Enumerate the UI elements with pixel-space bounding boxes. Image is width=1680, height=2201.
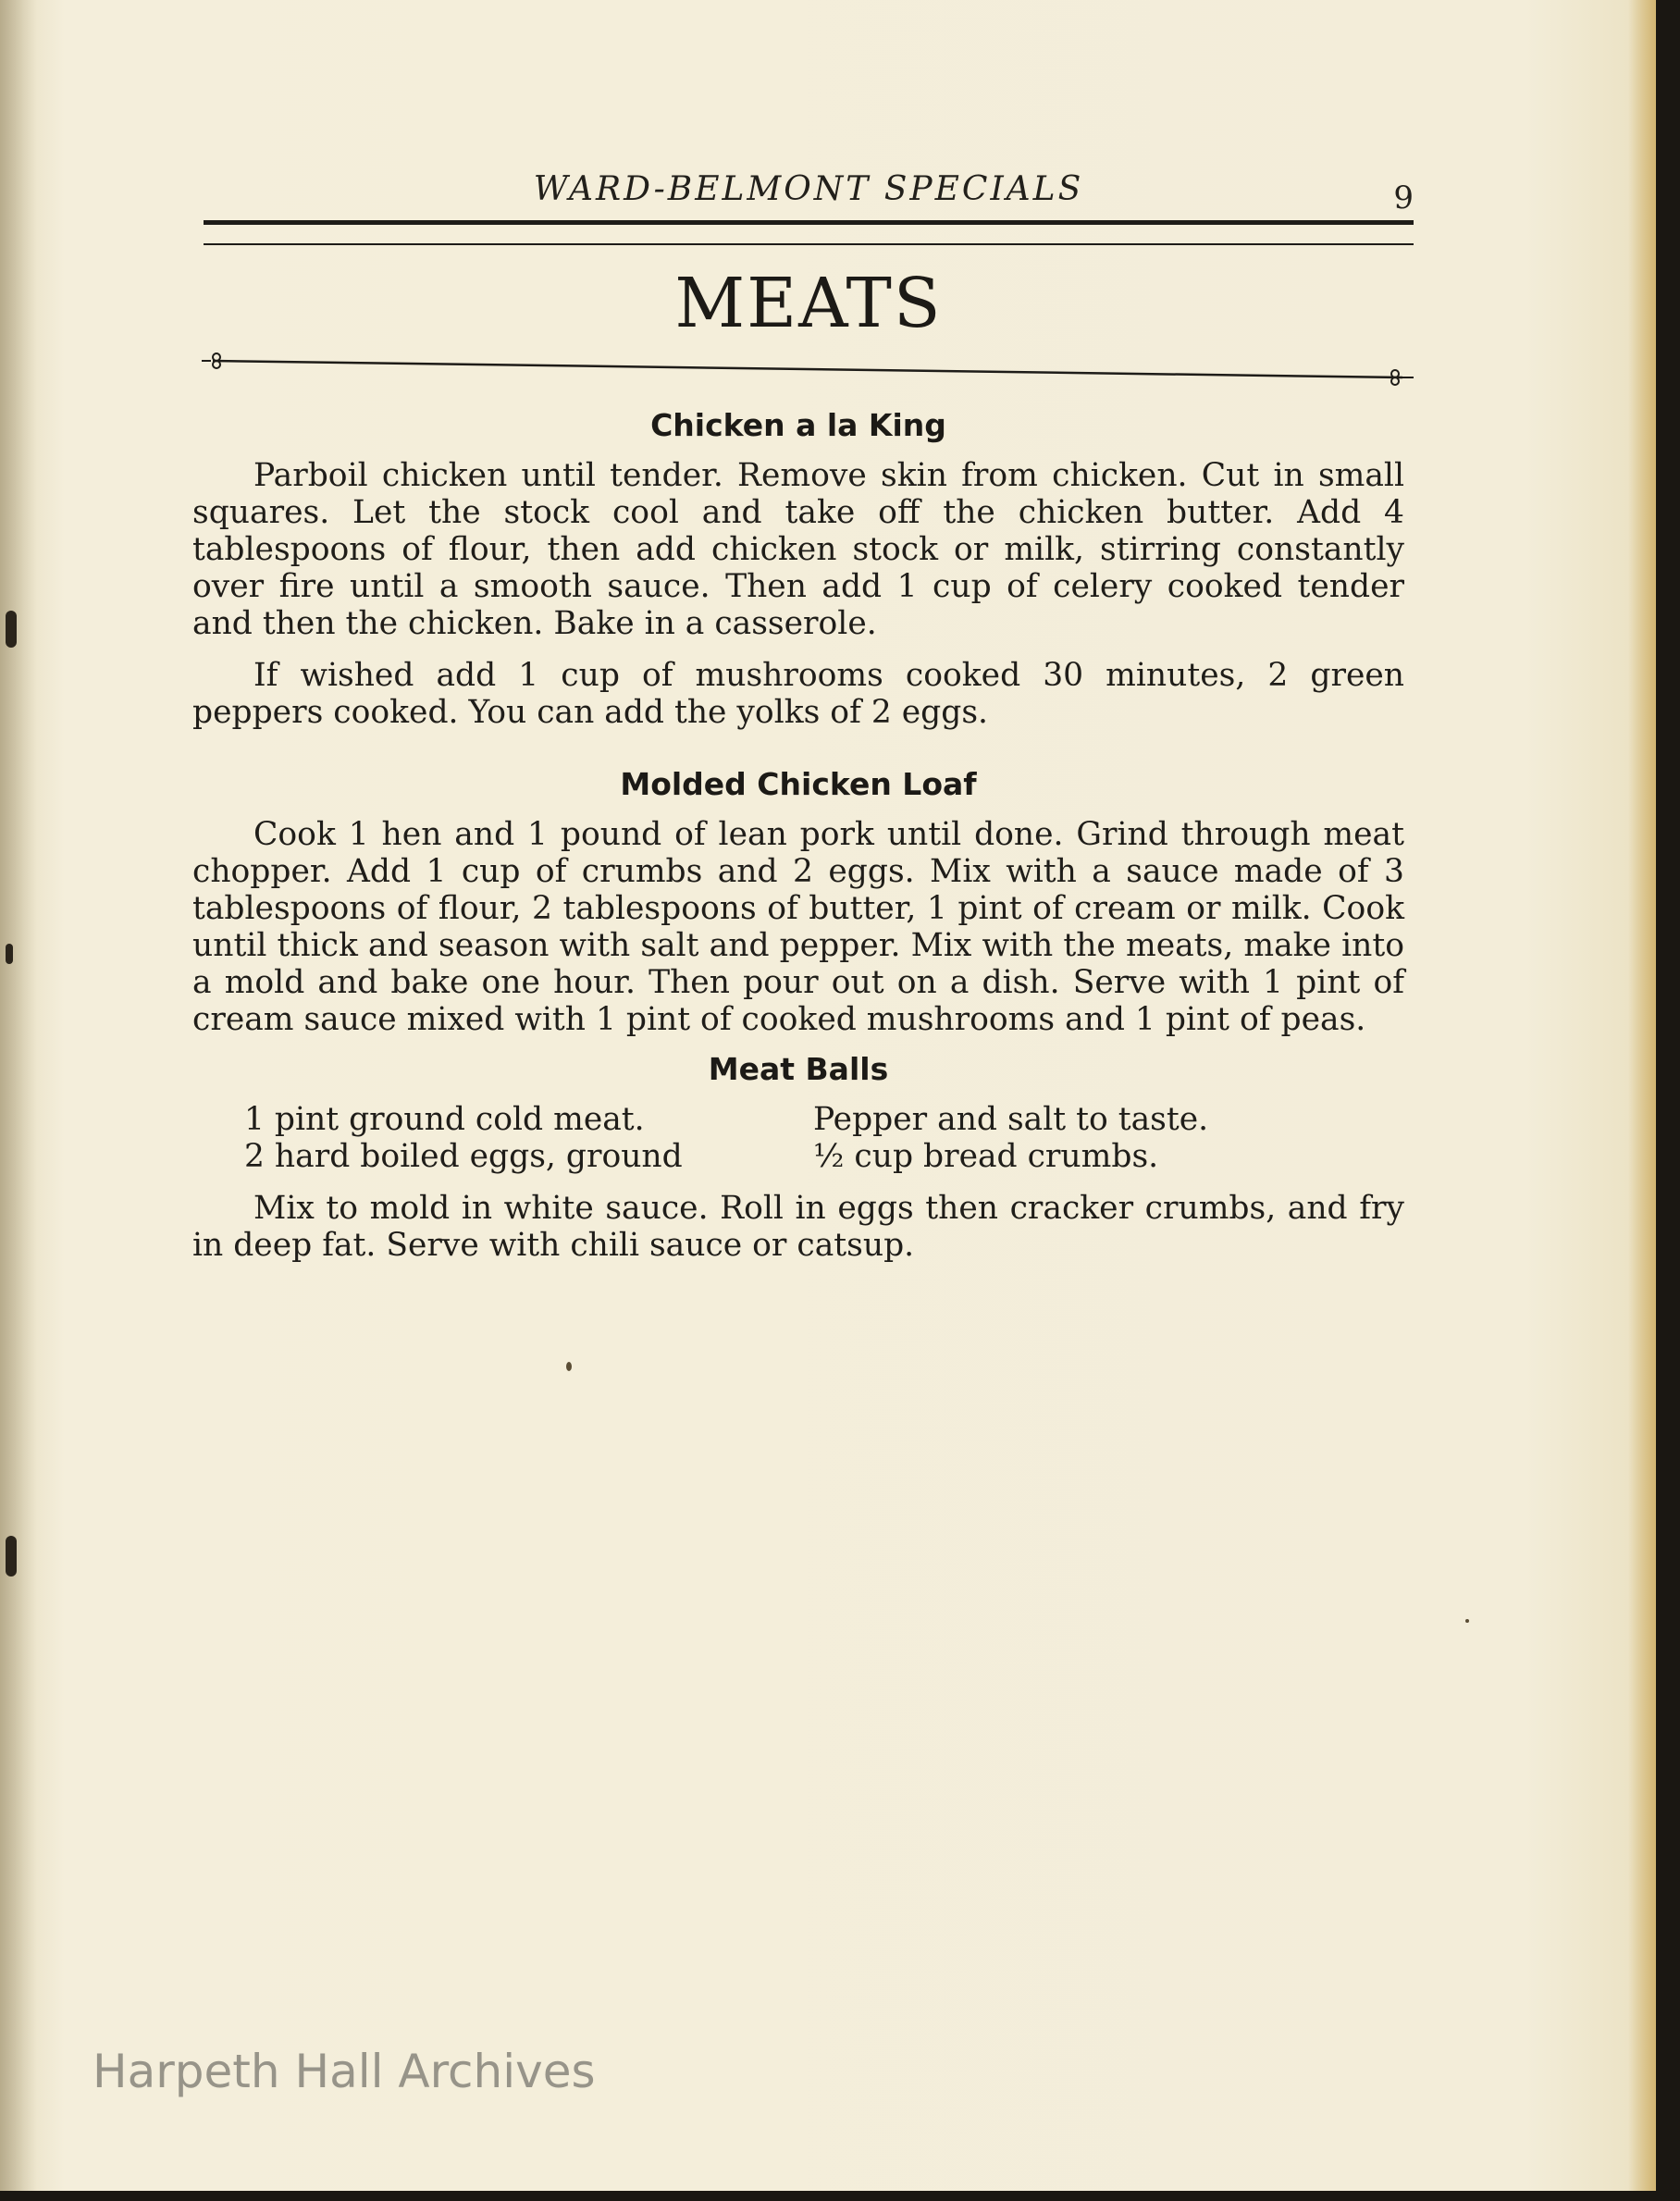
recipe-paragraph: Parboil chicken until tender. Remove skin from chicken. Cut in small squares. Let the stock cool and take off the chicken butter. Add 4 tablespoons of flour, then add chicken stock or milk, stirring constantly over fire until a smooth sauce. Then add 1 cup of celery cooked tender and then the chicken. Bake in a casserole. [192,457,1404,642]
ingredient-item: 2 hard boiled eggs, ground [244,1138,683,1175]
recipe-title: Meat Balls [708,1051,889,1087]
binding-hole [6,944,13,964]
page-gutter-shadow [0,0,37,2191]
header-rule-thick [204,220,1414,225]
ornamental-rule [200,352,1419,389]
header-rule-thin [204,243,1414,245]
page-number: 9 [1393,179,1414,216]
recipe-title: Chicken a la King [650,407,946,443]
page-edge-yellowing [1628,0,1656,2191]
running-head: WARD-BELMONT SPECIALS [533,170,1084,208]
ingredient-item: Pepper and salt to taste. [813,1101,1209,1138]
archive-watermark: Harpeth Hall Archives [93,2045,596,2098]
paper-speck [566,1362,572,1371]
paper-speck [1465,1619,1469,1623]
binding-hole [6,1536,17,1577]
recipe-content [192,407,1404,1264]
recipe-paragraph: Cook 1 hen and 1 pound of lean pork until done. Grind through meat chopper. Add 1 cup of crumbs and 2 eggs. Mix with a sauce made of 3 tablespoons of flour, 2 tablespoons of butter, 1 pint of cream or milk. Cook until thick and season with salt and pepper. Mix with the meats, make into a mold and bake one hour. Then pour out on a dish. Serve with 1 pint of cream sauce mixed with 1 pint of cooked mushrooms and 1 pint of peas. [192,816,1404,1038]
binding-hole [6,611,17,648]
recipe-title: Molded Chicken Loaf [620,766,977,802]
ingredient-item: 1 pint ground cold meat. [244,1101,645,1138]
recipe-paragraph: If wished add 1 cup of mushrooms cooked 30 minutes, 2 green peppers cooked. You can add the yolks of 2 eggs. [192,657,1404,731]
section-title: MEATS [674,264,943,343]
ingredient-list [244,1101,1404,1175]
page-header [204,167,1414,222]
ingredient-item: ½ cup bread crumbs. [813,1138,1159,1175]
recipe-paragraph: Mix to mold in white sauce. Roll in eggs then cracker crumbs, and fry in deep fat. Serve with chili sauce or catsup. [192,1190,1404,1264]
